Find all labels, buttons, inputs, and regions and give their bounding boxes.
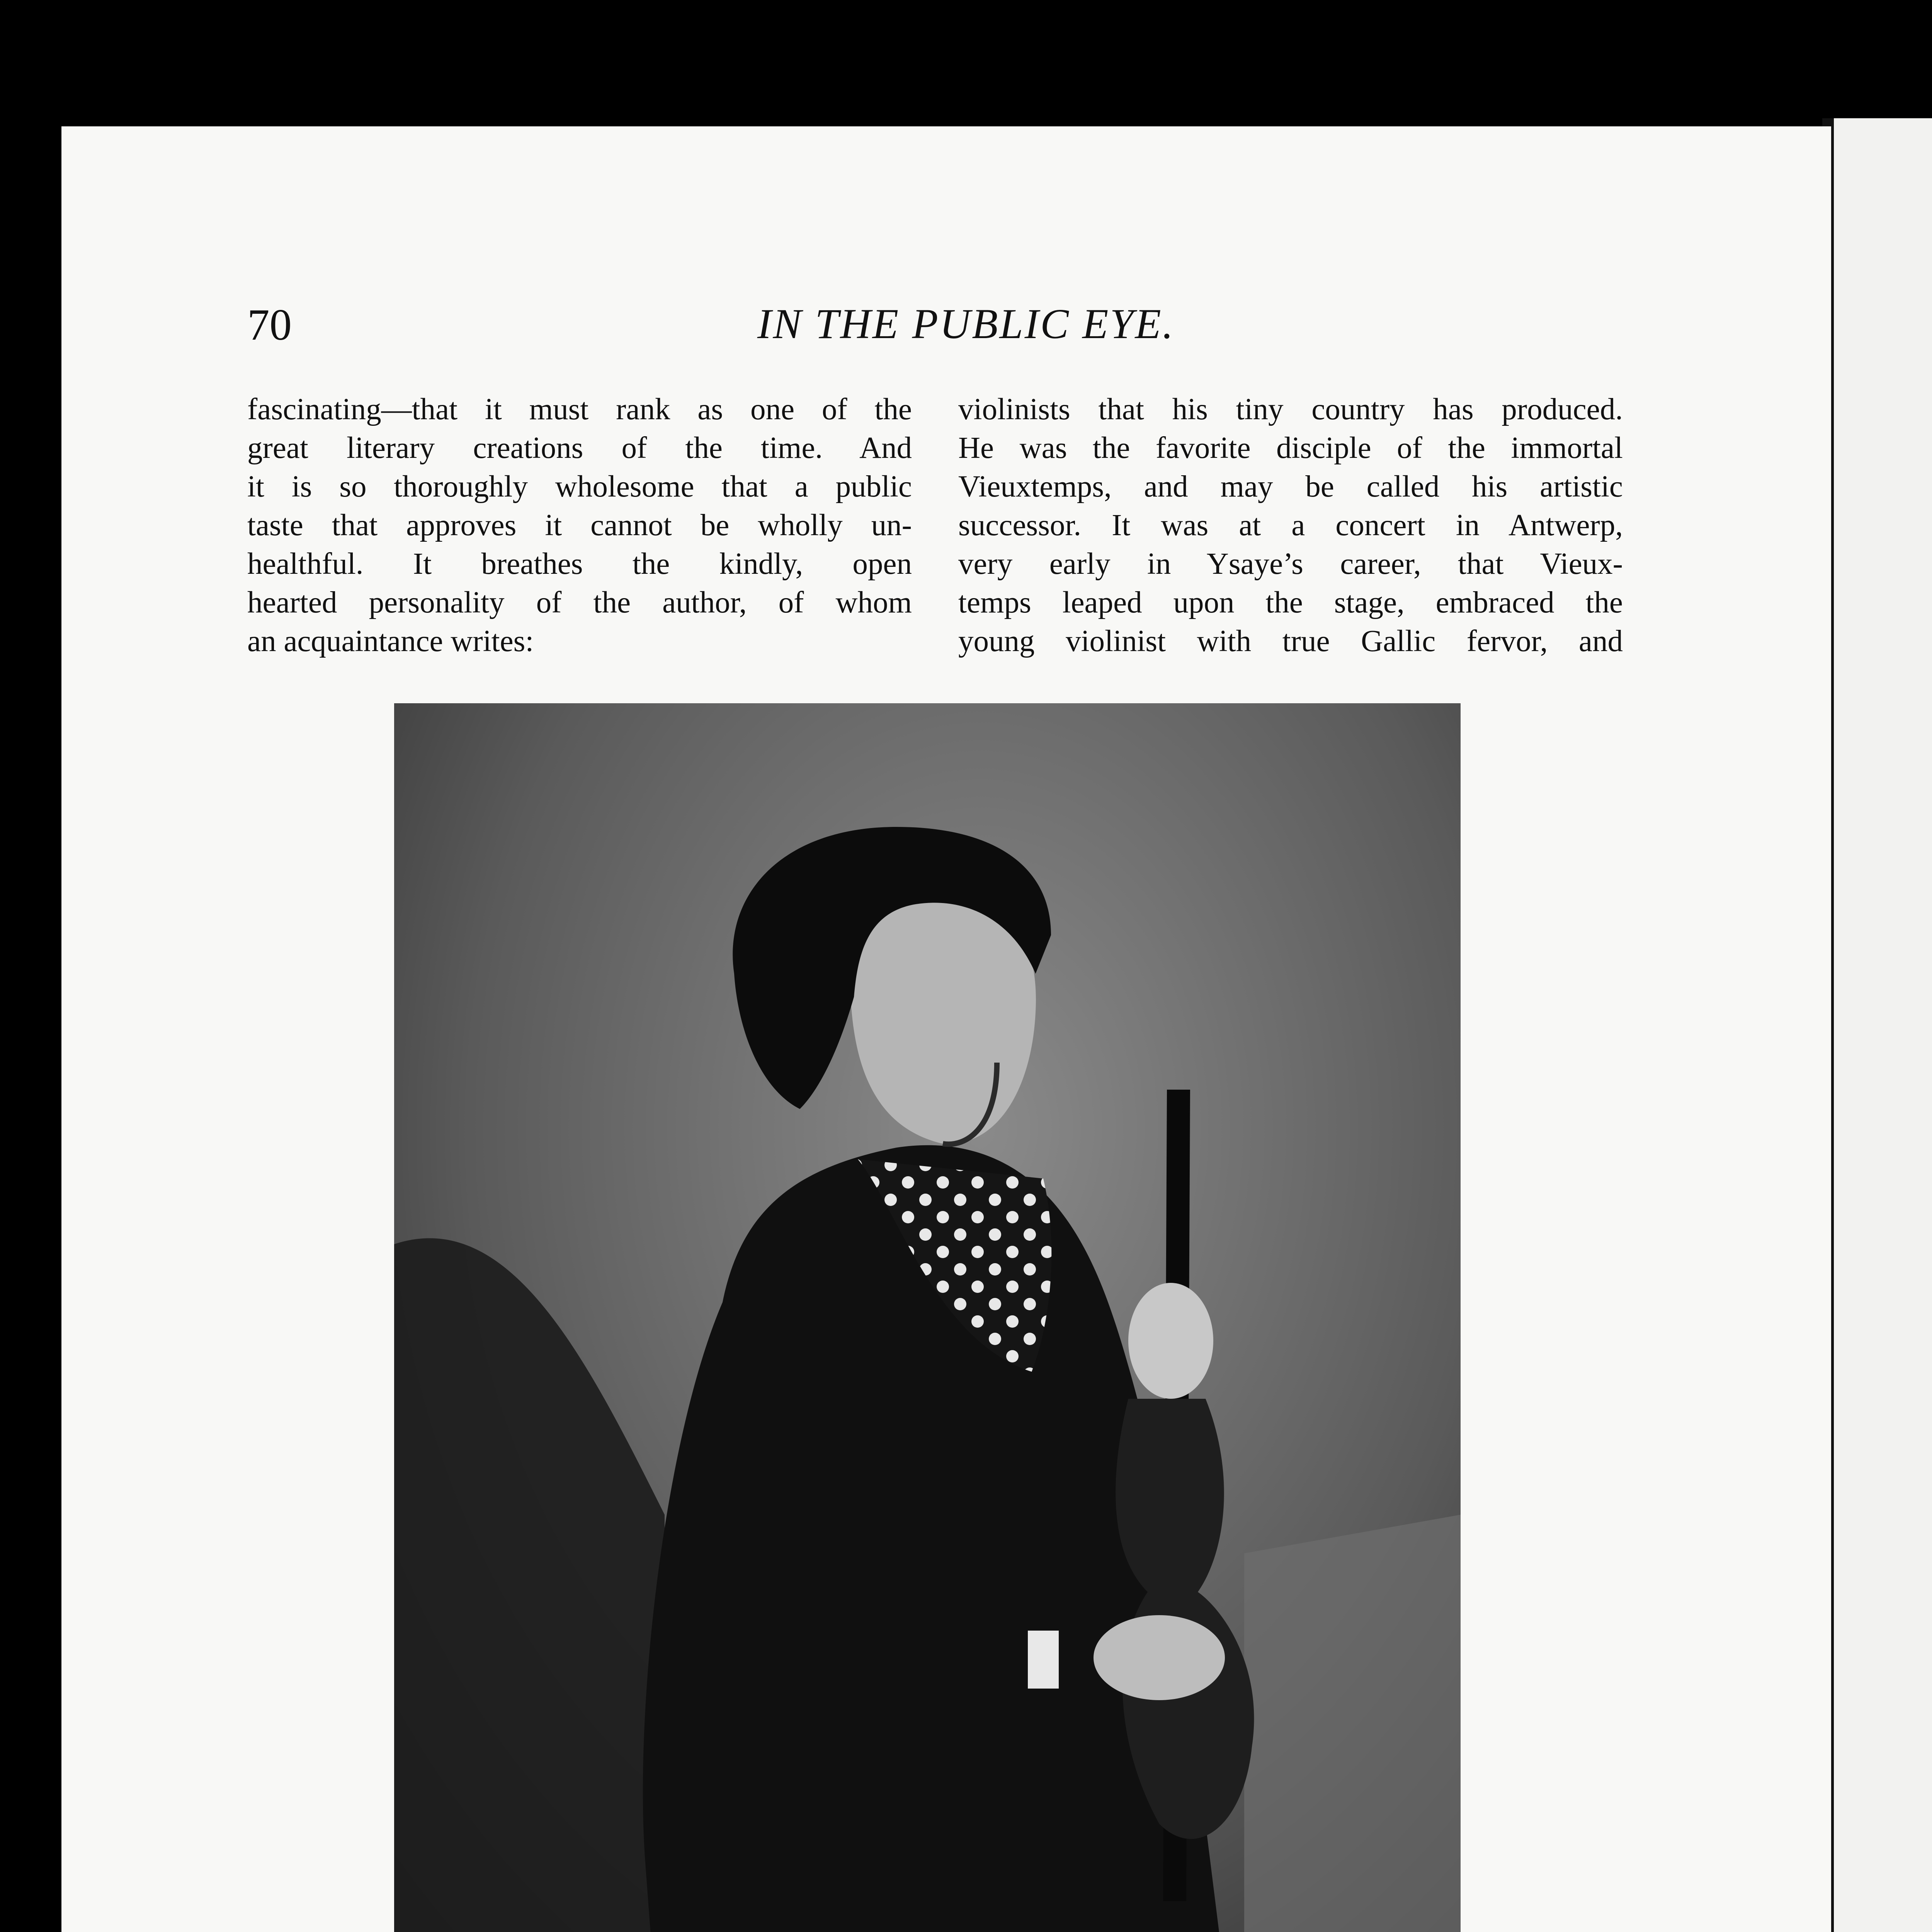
text-line: young violinist with true Gallic fervor, and bbox=[958, 624, 1623, 658]
portrait-illustration bbox=[394, 703, 1461, 1932]
text-line: He was the favorite disciple of the immortal bbox=[958, 431, 1623, 465]
adjacent-page-edge bbox=[1828, 118, 1932, 1932]
text-line: an acquaintance writes: bbox=[247, 624, 534, 658]
running-head: IN THE PUBLIC EYE. bbox=[757, 300, 1175, 347]
text-line: successor. It was at a concert in Antwerp, bbox=[958, 509, 1623, 542]
page-number: 70 bbox=[247, 300, 292, 349]
text-line: hearted personality of the author, of whom bbox=[247, 586, 912, 619]
portrait-photograph bbox=[394, 703, 1461, 1932]
text-line: fascinating—that it must rank as one of the bbox=[247, 393, 912, 426]
text-line: great literary creations of the time. And bbox=[247, 431, 912, 465]
text-line: taste that approves it cannot be wholly un- bbox=[247, 509, 912, 542]
text-line: very early in Ysaye’s career, that Vieux- bbox=[958, 547, 1623, 581]
text-line: violinists that his tiny country has produced. bbox=[958, 393, 1623, 426]
column-top-left bbox=[247, 390, 912, 661]
text-line: healthful. It breathes the kindly, open bbox=[247, 547, 912, 581]
text-line: temps leaped upon the stage, embraced the bbox=[958, 586, 1623, 619]
text-line: it is so thoroughly wholesome that a public bbox=[247, 470, 912, 503]
column-top-right bbox=[958, 390, 1623, 661]
text-line: Vieuxtemps, and may be called his artistic bbox=[958, 470, 1623, 503]
